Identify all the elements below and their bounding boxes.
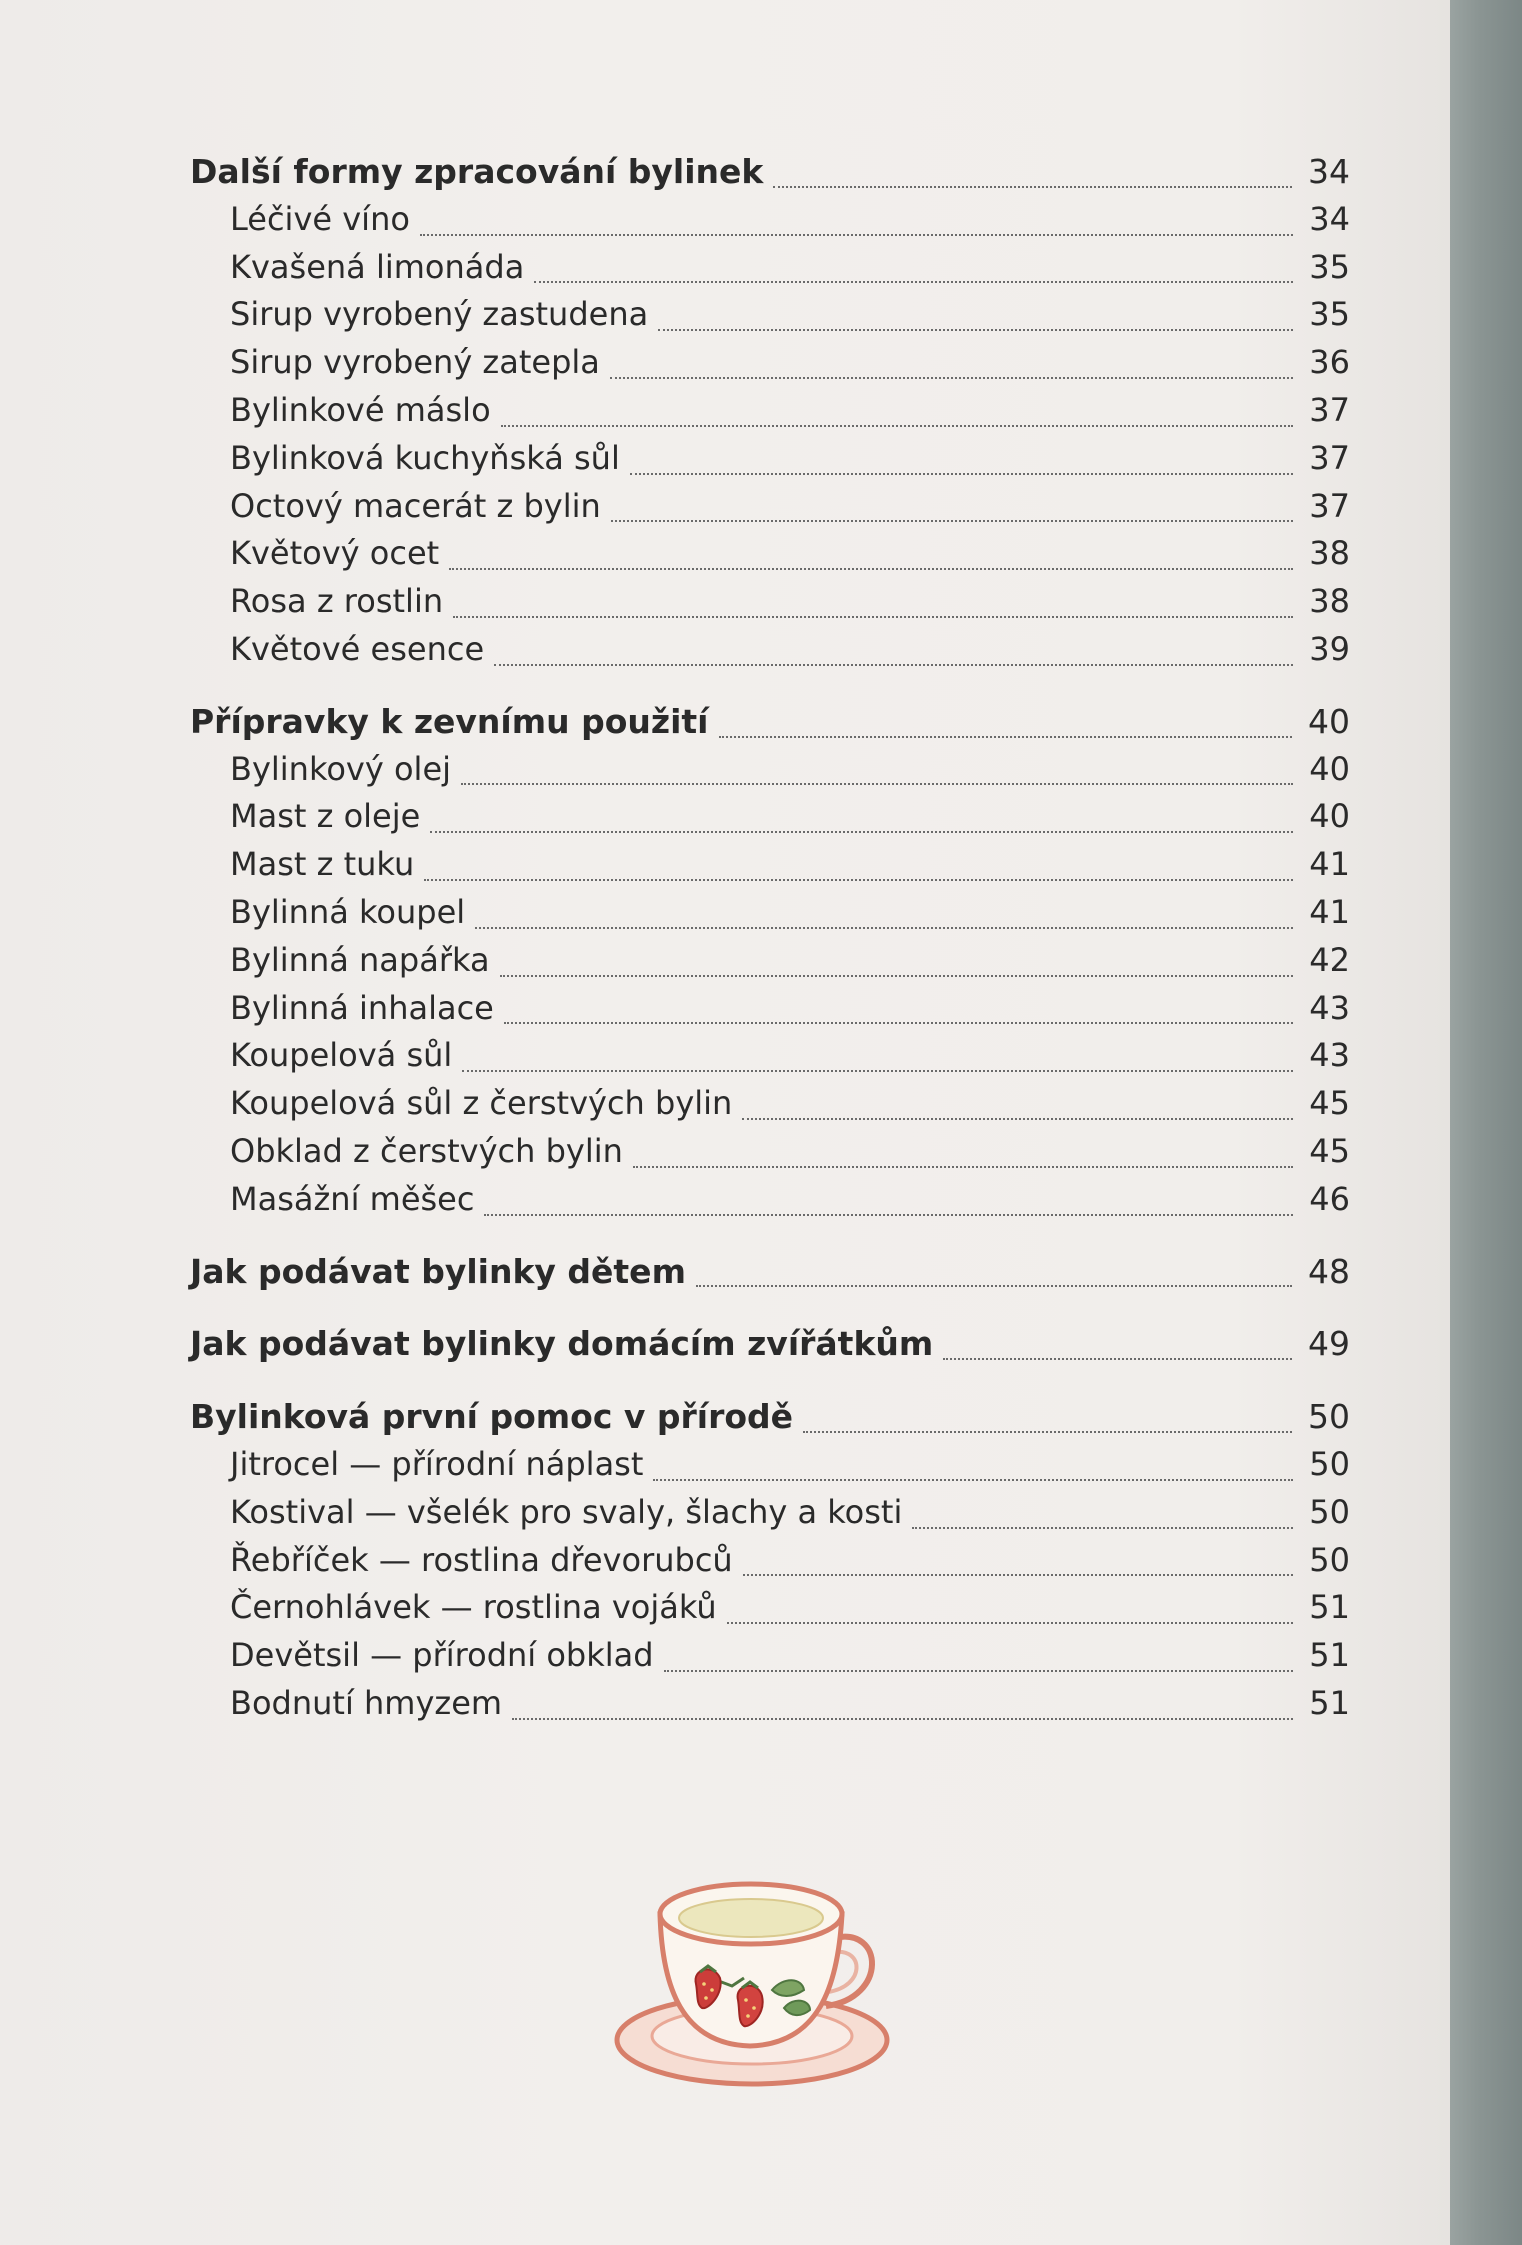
toc-item xyxy=(190,1176,1350,1224)
toc-page-number: 46 xyxy=(1309,1179,1350,1218)
toc-item xyxy=(190,1080,1350,1128)
toc-item xyxy=(190,1032,1350,1080)
toc-item-label: Masážní měšec xyxy=(230,1179,475,1218)
dot-leader xyxy=(534,281,1293,283)
toc-section-title: Bylinková první pomoc v přírodě xyxy=(190,1397,794,1437)
toc-item-label: Bylinková kuchyňská sůl xyxy=(230,438,620,477)
toc-page-number: 38 xyxy=(1309,534,1350,573)
section-spacer xyxy=(190,1224,1350,1248)
toc-page-number: 42 xyxy=(1309,940,1350,979)
dot-leader xyxy=(611,520,1294,522)
toc-item xyxy=(190,937,1350,985)
toc-page-number: 40 xyxy=(1309,797,1350,836)
toc-item-label: Řebříček — rostlina dřevorubců xyxy=(230,1540,733,1579)
dot-leader xyxy=(773,186,1292,188)
section-spacer xyxy=(190,1368,1350,1393)
dot-leader xyxy=(633,1166,1293,1168)
toc-page-number: 34 xyxy=(1308,152,1350,191)
toc-page-number: 45 xyxy=(1309,1131,1350,1170)
toc-page-number: 34 xyxy=(1309,199,1350,238)
toc-item xyxy=(190,889,1350,937)
dot-leader xyxy=(610,377,1293,379)
dot-leader xyxy=(449,568,1293,570)
toc-item-label: Bylinkový olej xyxy=(230,749,452,788)
toc-section-heading xyxy=(190,1320,1350,1368)
toc-item xyxy=(190,626,1350,674)
toc-item-label: Bylinná koupel xyxy=(230,892,466,931)
toc-item xyxy=(190,1584,1350,1632)
toc-item-label: Rosa z rostlin xyxy=(230,582,444,621)
dot-leader xyxy=(504,1022,1293,1024)
dot-leader xyxy=(912,1527,1293,1529)
dot-leader xyxy=(630,473,1293,475)
toc-section-heading xyxy=(190,1393,1350,1441)
toc-page-number: 48 xyxy=(1308,1251,1350,1291)
dot-leader xyxy=(653,1479,1293,1481)
toc-item-label: Kvašená limonáda xyxy=(230,247,525,286)
toc-item xyxy=(190,387,1350,435)
toc-item xyxy=(190,483,1350,531)
toc-page-number: 43 xyxy=(1309,1036,1350,1075)
toc-item xyxy=(190,1489,1350,1537)
dot-leader xyxy=(484,1214,1293,1216)
toc-item xyxy=(190,793,1350,841)
toc-item-label: Devětsil — přírodní obklad xyxy=(230,1636,654,1675)
toc-item xyxy=(190,578,1350,626)
toc-section-heading xyxy=(190,148,1350,196)
dot-leader xyxy=(420,234,1293,236)
toc-page-number: 35 xyxy=(1309,295,1350,334)
dot-leader xyxy=(494,664,1293,666)
toc-page-number: 50 xyxy=(1309,1444,1350,1483)
toc-page-number: 51 xyxy=(1309,1683,1350,1722)
toc-page-number: 35 xyxy=(1309,247,1350,286)
toc-item-label: Bylinkové máslo xyxy=(230,390,491,429)
dot-leader xyxy=(461,783,1293,785)
toc-item-label: Bylinná inhalace xyxy=(230,988,494,1027)
toc-item-label: Černohlávek — rostlina vojáků xyxy=(230,1588,717,1627)
toc-page-number: 38 xyxy=(1309,582,1350,621)
toc-item-label: Obklad z čerstvých bylin xyxy=(230,1131,623,1170)
dot-leader xyxy=(453,616,1293,618)
dot-leader xyxy=(719,736,1293,738)
toc-section-title: Jak podávat bylinky dětem xyxy=(190,1251,686,1291)
toc-page-number: 40 xyxy=(1309,749,1350,788)
toc-section-title: Jak podávat bylinky domácím zvířátkům xyxy=(190,1324,934,1364)
dot-leader xyxy=(430,831,1293,833)
toc-item-label: Koupelová sůl z čerstvých bylin xyxy=(230,1084,733,1123)
dot-leader xyxy=(424,879,1293,881)
teacup-illustration xyxy=(612,1868,902,2098)
dot-leader xyxy=(696,1285,1292,1287)
dot-leader xyxy=(512,1718,1293,1720)
toc-item-label: Květový ocet xyxy=(230,534,440,573)
toc-item-label: Květové esence xyxy=(230,629,485,668)
dot-leader xyxy=(664,1670,1294,1672)
toc-item-label: Léčivé víno xyxy=(230,199,410,238)
toc-item-label: Bylinná napářka xyxy=(230,940,490,979)
dot-leader xyxy=(501,425,1294,427)
toc-page-number: 45 xyxy=(1309,1084,1350,1123)
toc-item xyxy=(190,985,1350,1033)
toc-section-title: Přípravky k zevnímu použití xyxy=(190,701,709,741)
toc-section-heading xyxy=(190,698,1350,746)
toc-page-number: 51 xyxy=(1309,1588,1350,1627)
toc-item xyxy=(190,244,1350,292)
toc-item-label: Koupelová sůl xyxy=(230,1036,453,1075)
toc-page-number: 50 xyxy=(1308,1397,1350,1437)
toc-page-number: 49 xyxy=(1308,1324,1350,1364)
toc-section-heading xyxy=(190,1248,1350,1296)
dot-leader xyxy=(742,1118,1293,1120)
toc-item xyxy=(190,1680,1350,1728)
dot-leader xyxy=(743,1574,1294,1576)
toc-item-label: Mast z tuku xyxy=(230,845,415,884)
toc-item xyxy=(190,339,1350,387)
dot-leader xyxy=(500,975,1294,977)
toc-page-number: 41 xyxy=(1309,892,1350,931)
section-spacer xyxy=(190,674,1350,698)
toc-item xyxy=(190,435,1350,483)
dot-leader xyxy=(803,1431,1292,1433)
table-of-contents xyxy=(190,148,1350,1728)
toc-item-label: Octový macerát z bylin xyxy=(230,486,601,525)
toc-item-label: Sirup vyrobený zatepla xyxy=(230,343,600,382)
toc-item-label: Jitrocel — přírodní náplast xyxy=(230,1444,644,1483)
toc-page-number: 39 xyxy=(1309,629,1350,668)
toc-item xyxy=(190,196,1350,244)
toc-page-number: 40 xyxy=(1308,701,1350,741)
toc-item xyxy=(190,1537,1350,1585)
toc-page-number: 50 xyxy=(1309,1492,1350,1531)
teacup-with-strawberries-icon xyxy=(612,1868,902,2098)
toc-page-number: 37 xyxy=(1309,390,1350,429)
toc-item xyxy=(190,746,1350,794)
toc-item xyxy=(190,1441,1350,1489)
toc-page-number: 37 xyxy=(1309,486,1350,525)
toc-item xyxy=(190,1632,1350,1680)
toc-item xyxy=(190,1128,1350,1176)
dot-leader xyxy=(658,329,1293,331)
toc-page-number: 50 xyxy=(1309,1540,1350,1579)
toc-section-title: Další formy zpracování bylinek xyxy=(190,152,764,191)
toc-page-number: 43 xyxy=(1309,988,1350,1027)
dot-leader xyxy=(727,1622,1294,1624)
dot-leader xyxy=(475,927,1293,929)
toc-item-label: Mast z oleje xyxy=(230,797,421,836)
toc-page-number: 41 xyxy=(1309,845,1350,884)
toc-item-label: Bodnutí hmyzem xyxy=(230,1683,503,1722)
toc-item-label: Kostival — všelék pro svaly, šlachy a kosti xyxy=(230,1492,903,1531)
toc-page-number: 36 xyxy=(1309,343,1350,382)
toc-item-label: Sirup vyrobený zastudena xyxy=(230,295,649,334)
section-spacer xyxy=(190,1295,1350,1320)
toc-page-number: 37 xyxy=(1309,438,1350,477)
page-edge-background xyxy=(1450,0,1522,2245)
dot-leader xyxy=(462,1070,1293,1072)
toc-item xyxy=(190,530,1350,578)
toc-item xyxy=(190,841,1350,889)
toc-page-number: 51 xyxy=(1309,1636,1350,1675)
toc-item xyxy=(190,291,1350,339)
dot-leader xyxy=(943,1358,1292,1360)
